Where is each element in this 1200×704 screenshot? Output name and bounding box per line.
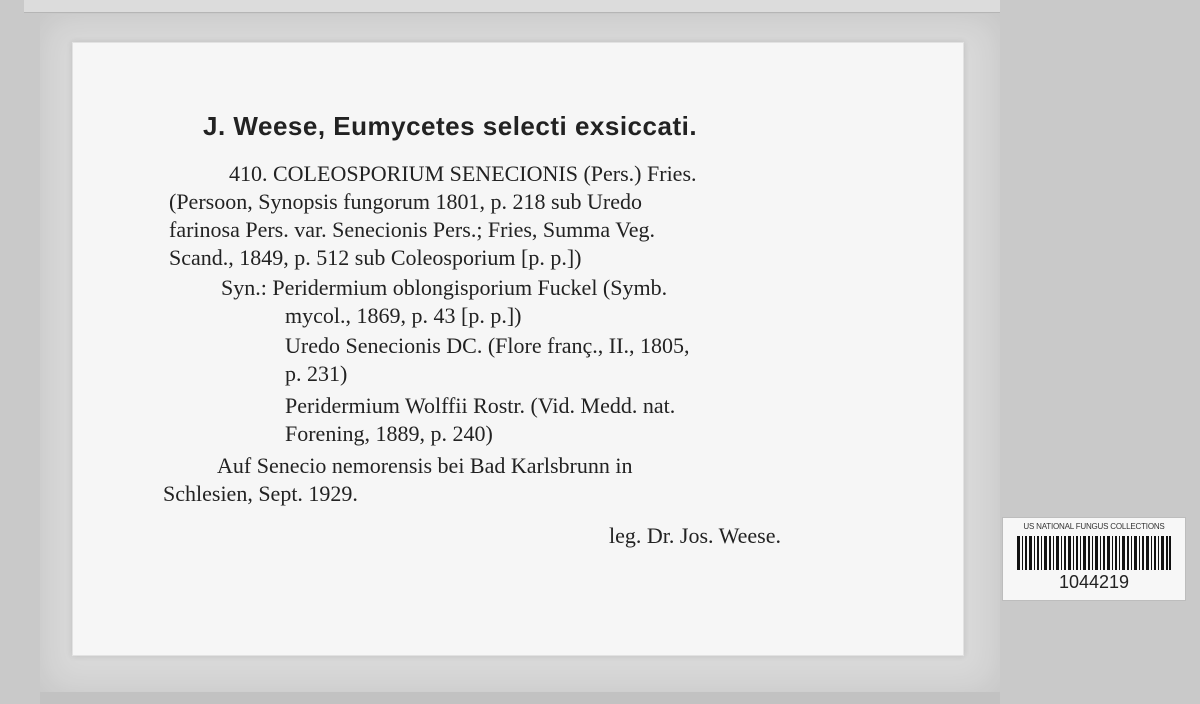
adjacent-sheet-edge-bottom [40,692,1000,704]
label-line-synonym-2: Uredo Senecionis DC. (Flore franç., II., 1805, [285,333,690,358]
barcode-number: 1044219 [1058,572,1130,592]
barcode-label [1002,517,1186,601]
label-line-locality-1: Auf Senecio nemorensis bei Bad Karlsbrunn in [217,453,633,478]
label-line-synonym-1b: mycol., 1869, p. 43 [p. p.]) [285,303,522,328]
label-line-synonym-3b: Forening, 1889, p. 240) [285,421,493,446]
label-line-citation-1: (Persoon, Synopsis fungorum 1801, p. 218 sub Uredo [169,189,642,214]
label-line-synonym-3: Peridermium Wolffii Rostr. (Vid. Medd. nat. [285,393,676,418]
label-line-locality-2: Schlesien, Sept. 1929. [163,481,358,506]
label-line-collector: leg. Dr. Jos. Weese. [609,523,781,548]
barcode-institution: US NATIONAL FUNGUS COLLECTIONS [1023,522,1165,531]
label-line-citation-2: farinosa Pers. var. Senecionis Pers.; Fries, Summa Veg. [169,217,655,242]
label-line-species: 410. COLEOSPORIUM SENECIONIS (Pers.) Fries. [229,161,697,186]
barcode-icon [1017,536,1171,570]
specimen-label [72,42,964,656]
label-line-synonym-1: Syn.: Peridermium oblongisporium Fuckel (Symb. [221,275,668,300]
adjacent-sheet-edge-top [24,0,1000,13]
label-line-synonym-2b: p. 231) [285,361,348,386]
label-line-citation-3: Scand., 1849, p. 512 sub Coleosporium [p. p.]) [169,245,582,270]
label-heading: J. Weese, Eumycetes selecti exsiccati. [203,111,698,141]
